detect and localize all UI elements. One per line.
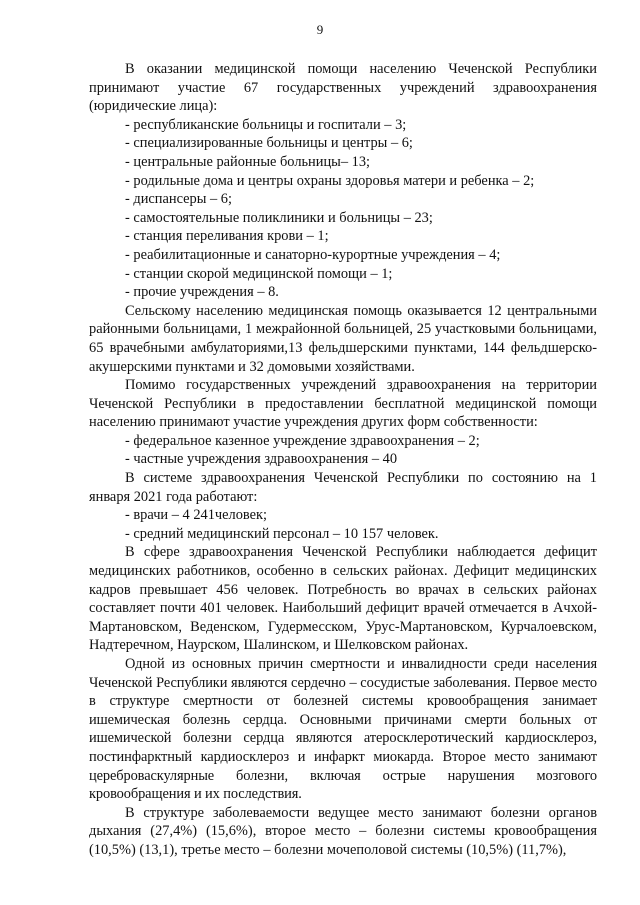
list-item: - станции скорой медицинской помощи – 1;	[125, 265, 393, 282]
list-item: - диспансеры – 6;	[125, 191, 232, 208]
rural-paragraph: Сельскому населению медицинская помощь оказывается 12 центральными районными больницами, 1 межрайонной больницей, 25 участковыми больницами, 65 врачебными амбулаториями,13 фельдшерскими пунктами, 144 фельдшерско-акушерскими пунктами и 32 домовыми хозяйствами.	[89, 302, 597, 375]
list-item: - федеральное казенное учреждение здравоохранения – 2;	[125, 432, 480, 449]
morbidity-paragraph: В структуре заболеваемости ведущее место занимают болезни органов дыхания (27,4%) (15,6%), второе место – болезни системы кровообращения (10,5%) (13,1), третье место – болезни мочеполовой системы (10,5%) (11,7%),	[89, 804, 597, 858]
intro-paragraph: В оказании медицинской помощи населению Чеченской Республики принимают участие 67 государственных учреждений здравоохранения (юридические лица):	[89, 61, 597, 115]
facilities-list	[89, 116, 597, 302]
list-item: - реабилитационные и санаторно-курортные учреждения – 4;	[125, 246, 501, 263]
other-ownership-paragraph: Помимо государственных учреждений здравоохранения на территории Чеченской Республики в предоставлении бесплатной медицинской помощи населению принимают участие учреждения других форм собственности:	[89, 377, 597, 431]
list-item: - центральные районные больницы– 13;	[125, 153, 371, 170]
page-number: 9	[316, 22, 324, 37]
list-item: - частные учреждения здравоохранения – 40	[125, 451, 398, 468]
list-item: - врачи – 4 241человек;	[125, 507, 267, 524]
document-body	[89, 60, 597, 860]
list-item: - средний медицинский персонал – 10 157 человек.	[125, 525, 439, 542]
other-ownership-list	[89, 432, 597, 469]
deficit-paragraph: В сфере здравоохранения Чеченской Республики наблюдается дефицит медицинских работников, особенно в сельских районах. Дефицит медицинских кадров превышает 456 человек. Потребность во врачах в сельских районах составляет почти 401 человек. Наибольший дефицит врачей отмечается в Ачхой-Мартановском, Веденском, Гудермесском, Урус-Мартановском, Курчалоевском, Надтеречном, Наурском, Шалинском, и Шелковском районах.	[89, 544, 597, 654]
list-item: - родильные дома и центры охраны здоровья матери и ребенка – 2;	[125, 172, 535, 189]
list-item: - республиканские больницы и госпитали – 3;	[125, 116, 407, 133]
list-item: - специализированные больницы и центры – 6;	[125, 135, 413, 152]
list-item: - прочие учреждения – 8.	[125, 284, 279, 301]
list-item: - станция переливания крови – 1;	[125, 228, 329, 245]
staff-paragraph: В системе здравоохранения Чеченской Республики по состоянию на 1 января 2021 года работают:	[89, 470, 597, 505]
staff-list	[89, 506, 597, 543]
mortality-paragraph: Одной из основных причин смертности и инвалидности среди населения Чеченской Республики являются сердечно – сосудистые заболевания. Первое место в структуре смертности от болезней системы кровообращения занимает ишемическая болезнь сердца. Основными причинами смерти больных от ишемической болезни сердца являются атеросклеротический кардиосклероз, постинфарктный кардиосклероз и инфаркт миокарда. Второе место занимают цереброваскулярные болезни, включая острые нарушения мозгового кровообращения и их последствия.	[89, 656, 597, 803]
list-item: - самостоятельные поликлиники и больницы – 23;	[125, 209, 433, 226]
